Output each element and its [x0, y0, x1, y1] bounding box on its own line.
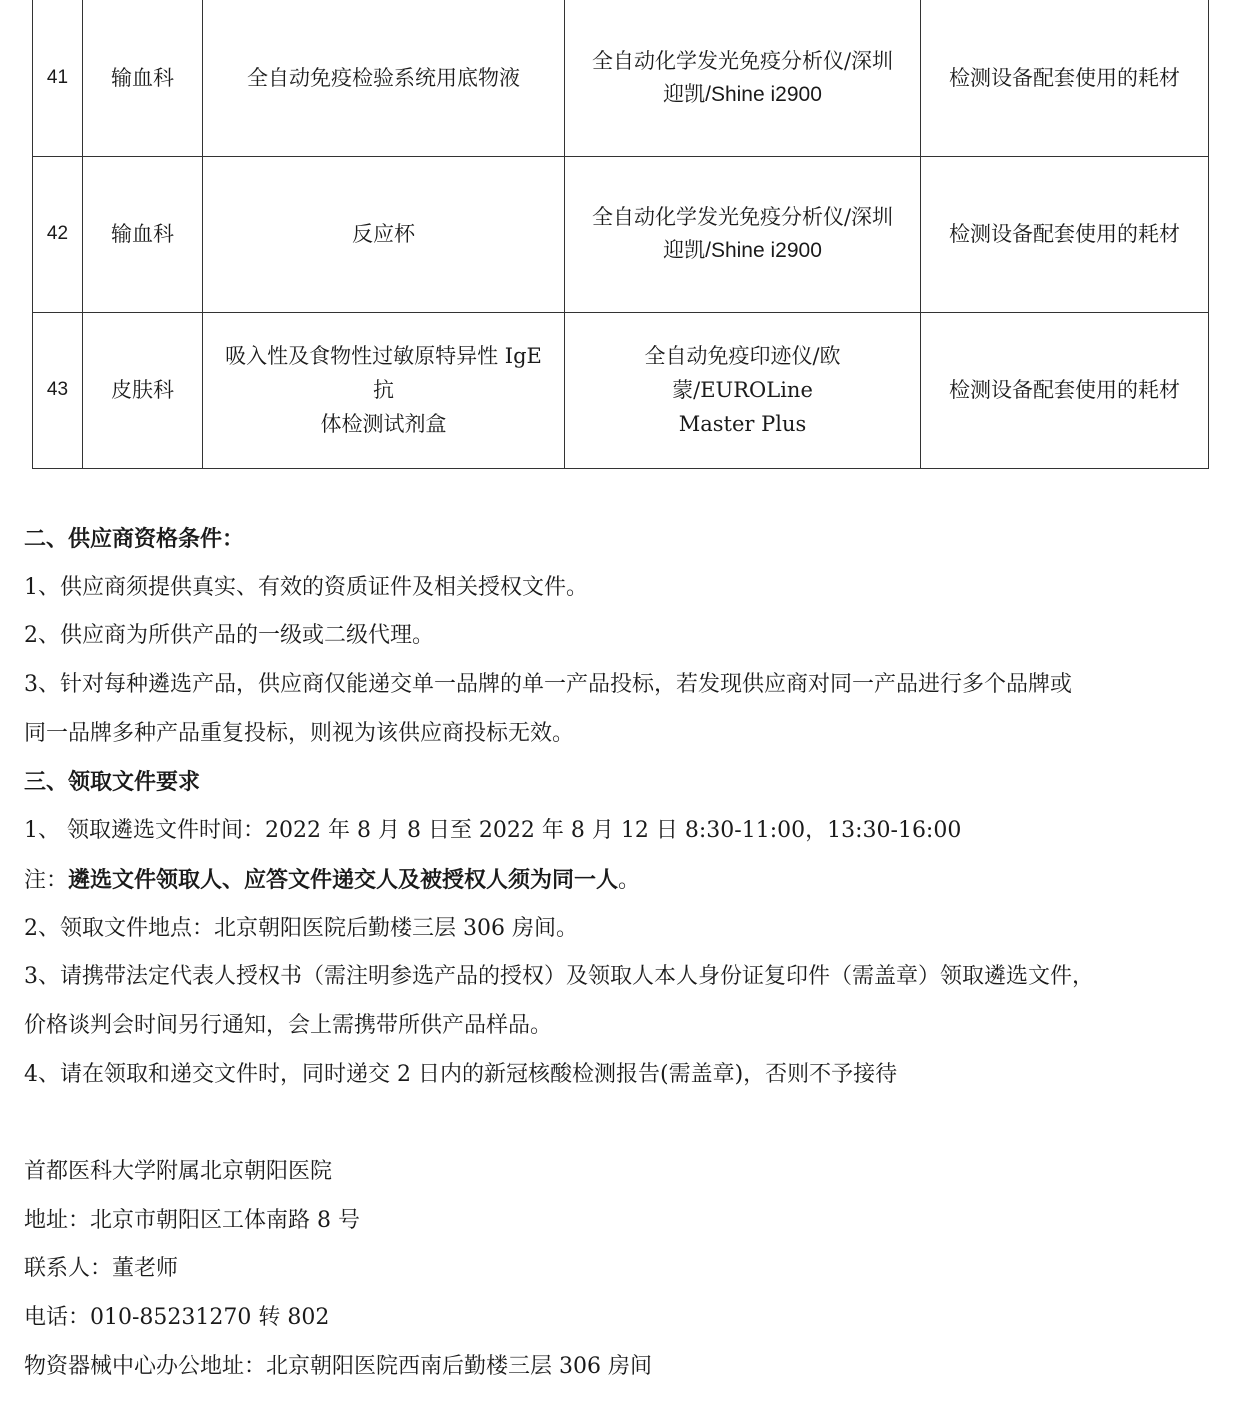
spacer [24, 1099, 1224, 1148]
note-emphasis: 遴选文件领取人、应答文件递交人及被授权人须为同一人 [68, 866, 619, 893]
product-name-cell: 全自动免疫检验系统用底物液 [203, 0, 565, 156]
collection-note [24, 856, 1224, 905]
collection-time-item: 1、 领取遴选文件时间：2022 年 8 月 8 日至 2022 年 8 月 12 日 8:30-11:00，13:30-16:00 [24, 818, 962, 844]
table-row [33, 156, 1209, 312]
equipment-cell [565, 156, 921, 312]
product-name-line: 吸入性及食物性过敏原特异性 IgE 抗 [225, 344, 542, 402]
category-cell: 检测设备配套使用的耗材 [921, 156, 1209, 312]
department-cell: 皮肤科 [83, 312, 203, 468]
row-number: 43 [33, 312, 83, 468]
note-suffix: 。 [618, 867, 641, 893]
equipment-cell [565, 312, 921, 468]
collection-materials-item-continued: 价格谈判会时间另行通知，会上需携带所供产品样品。 [24, 1012, 553, 1038]
equipment-line: 全自动化学发光免疫分析仪/深圳 [591, 48, 894, 73]
department-cell: 输血科 [83, 0, 203, 156]
table-row [33, 312, 1209, 468]
category-cell: 检测设备配套使用的耗材 [921, 0, 1209, 156]
qualification-item-continued: 同一品牌多种产品重复投标，则视为该供应商投标无效。 [24, 720, 575, 746]
row-number: 41 [33, 0, 83, 156]
document-body [24, 515, 1224, 1391]
department-cell: 输血科 [83, 156, 203, 312]
equipment-line: 全自动化学发光免疫分析仪/深圳 [591, 205, 894, 229]
organization-name: 首都医科大学附属北京朝阳医院 [24, 1158, 333, 1184]
category-cell: 检测设备配套使用的耗材 [921, 312, 1209, 468]
equipment-line: Master Plus [678, 412, 807, 436]
qualification-item: 2、供应商为所供产品的一级或二级代理。 [24, 623, 434, 649]
organization-address: 地址：北京市朝阳区工体南路 8 号 [24, 1207, 360, 1233]
qualification-item: 1、供应商须提供真实、有效的资质证件及相关授权文件。 [24, 574, 588, 600]
product-name-line: 体检测试剂盒 [320, 412, 447, 436]
note-prefix: 注： [24, 867, 69, 893]
row-number: 42 [33, 156, 83, 312]
equipment-cell [565, 0, 921, 156]
table-row [33, 0, 1209, 156]
equipment-line: 迎凯/Shine i2900 [663, 82, 822, 106]
contact-phone: 电话：010-85231270 转 802 [24, 1305, 330, 1330]
section-heading-supplier-qualification: 二、供应商资格条件： [24, 526, 245, 552]
equipment-line: 迎凯/Shine i2900 [663, 239, 822, 262]
qualification-item: 3、针对每种遴选产品，供应商仅能递交单一品牌的单一产品投标，若发现供应商对同一产品进行多个品牌或 [24, 672, 1073, 698]
contact-person: 联系人：董老师 [24, 1256, 179, 1282]
equipment-line: 全自动免疫印迹仪/欧蒙/EUROLine [644, 344, 841, 402]
product-name-cell: 反应杯 [203, 156, 565, 312]
collection-location-item: 2、领取文件地点：北京朝阳医院后勤楼三层 306 房间。 [24, 915, 578, 941]
product-name-cell [203, 312, 565, 468]
collection-materials-item: 3、请携带法定代表人授权书（需注明参选产品的授权）及领取人本人身份证复印件（需盖章）领取遴选文件， [24, 964, 1095, 990]
product-table [32, 0, 1209, 469]
section-heading-document-collection: 三、领取文件要求 [24, 769, 201, 796]
office-address: 物资器械中心办公地址：北京朝阳医院西南后勤楼三层 306 房间 [24, 1353, 652, 1379]
covid-test-item: 4、请在领取和递交文件时，同时递交 2 日内的新冠核酸检测报告(需盖章)，否则不予接待 [24, 1061, 898, 1087]
